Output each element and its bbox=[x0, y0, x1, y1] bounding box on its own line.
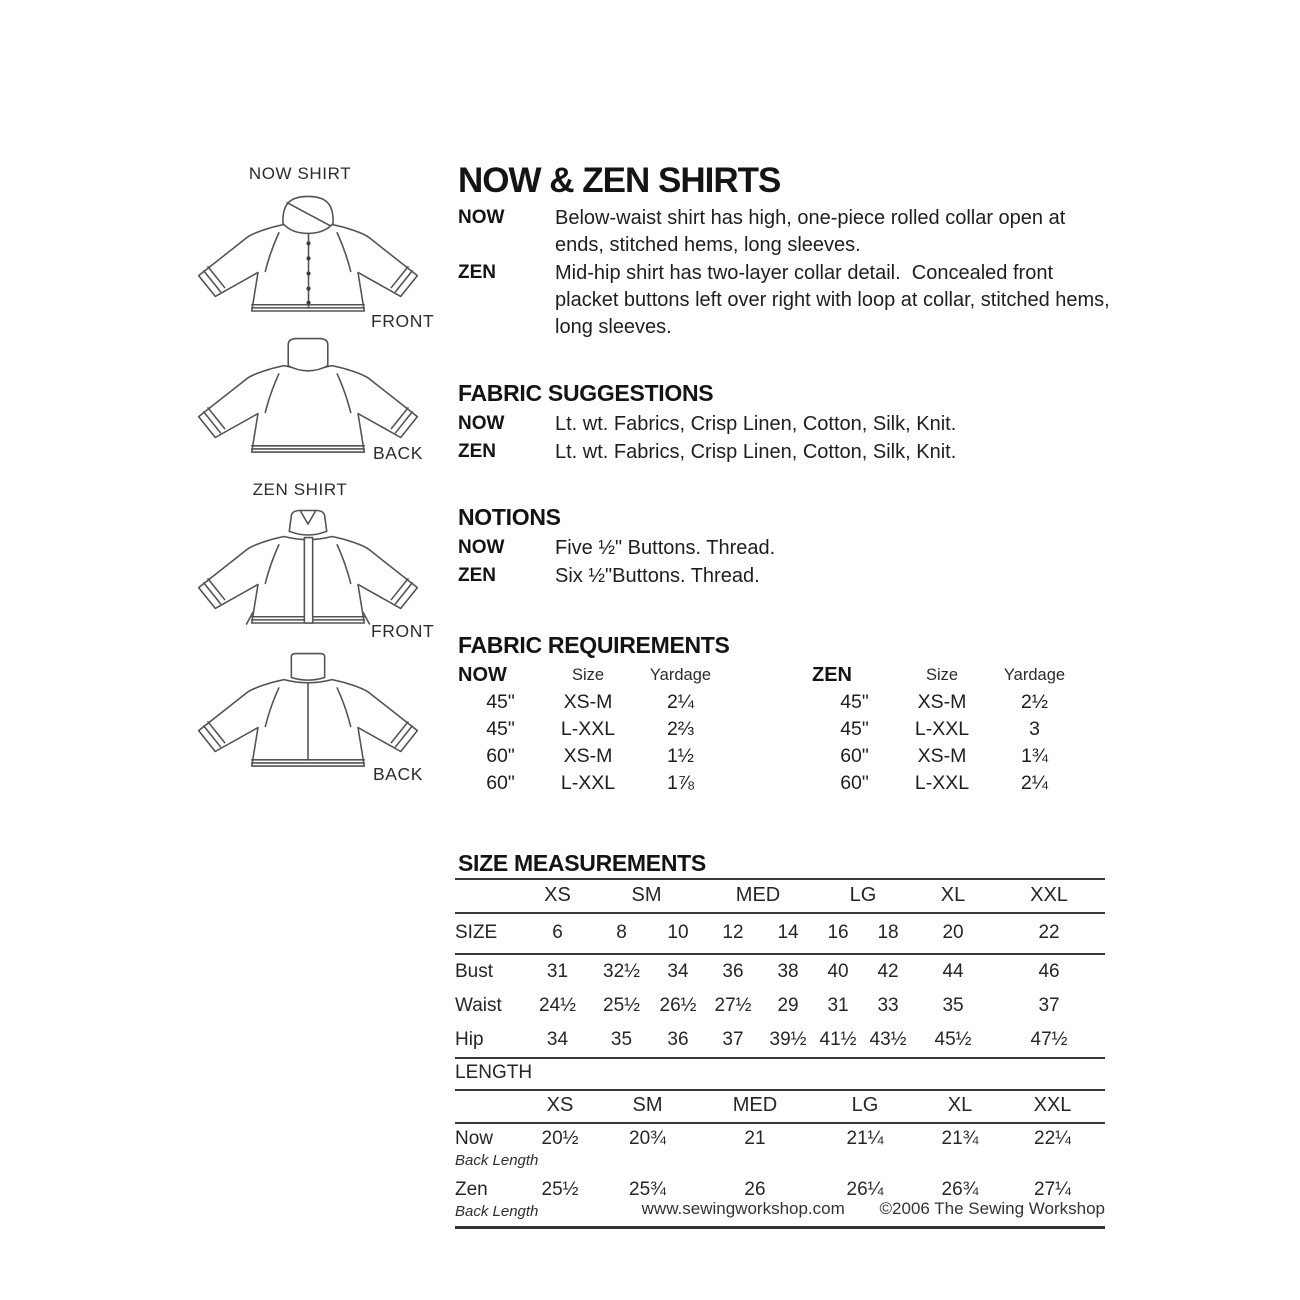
notions-zen-label: ZEN bbox=[458, 565, 496, 586]
cell: 45½ bbox=[934, 1029, 972, 1050]
fabric-suggestions-now-row bbox=[458, 411, 1110, 438]
cell: XS-M bbox=[563, 745, 613, 767]
cell: 60" bbox=[840, 745, 869, 767]
fr-now-size-header: Size bbox=[571, 666, 605, 684]
fr-now-yardage-header: Yardage bbox=[649, 666, 712, 684]
cell: 16 bbox=[813, 913, 863, 954]
row-label: Hip bbox=[455, 1029, 484, 1050]
table-row bbox=[458, 662, 728, 689]
cell: 14 bbox=[763, 913, 813, 954]
row-label: Zen bbox=[455, 1179, 488, 1200]
zen-description-text: Mid-hip shirt has two-layer collar detail. Concealed front placket buttons left over right with loop at collar, stitched hems, long sleeves. bbox=[555, 262, 1116, 339]
now-front-view-label: FRONT bbox=[371, 311, 435, 331]
fabric-requirements-heading: FABRIC REQUIREMENTS bbox=[458, 632, 730, 658]
cell: 36 bbox=[667, 1029, 689, 1050]
fabric-suggestions-zen-row bbox=[458, 439, 1110, 466]
cell: XS-M bbox=[917, 745, 967, 767]
cell: 35 bbox=[610, 1029, 633, 1050]
row-label: SIZE bbox=[455, 913, 525, 954]
cell: XXL bbox=[993, 879, 1105, 913]
cell: 26 bbox=[744, 1179, 766, 1200]
length-section-label: LENGTH bbox=[455, 1058, 1105, 1090]
cell: 29 bbox=[777, 995, 799, 1016]
cell: 24½ bbox=[539, 995, 576, 1016]
cell: 26¾ bbox=[941, 1179, 979, 1200]
cell: XS-M bbox=[563, 691, 613, 713]
notions-zen-text: Six ½"Buttons. Thread. bbox=[555, 565, 760, 587]
cell: 27½ bbox=[714, 995, 752, 1016]
cell: 6 bbox=[525, 913, 590, 954]
row-label: Waist bbox=[455, 995, 502, 1016]
size-measurements-heading: SIZE MEASUREMENTS bbox=[458, 850, 706, 876]
fabric-suggestions-zen-text: Lt. wt. Fabrics, Crisp Linen, Cotton, Silk, Knit. bbox=[555, 441, 957, 463]
cell: 2¼ bbox=[666, 691, 695, 713]
table-row bbox=[455, 1058, 1105, 1090]
cell: XS bbox=[525, 879, 590, 913]
cell: SM bbox=[595, 1090, 700, 1123]
cell: 34 bbox=[546, 1029, 569, 1050]
table-row bbox=[812, 689, 1082, 716]
table-row bbox=[458, 743, 728, 770]
table-row bbox=[455, 954, 1105, 989]
table-row bbox=[458, 716, 728, 743]
cell: 33 bbox=[877, 995, 899, 1016]
fabric-requirements-now-table bbox=[458, 662, 728, 797]
cell: 41½ bbox=[819, 1029, 857, 1050]
cell: L-XXL bbox=[560, 718, 616, 740]
cell: 1⅞ bbox=[666, 772, 695, 794]
now-description-label: NOW bbox=[458, 207, 505, 228]
cell: 45" bbox=[486, 691, 515, 713]
page-title: NOW & ZEN SHIRTS bbox=[458, 161, 781, 200]
fabric-requirements-zen-table bbox=[812, 662, 1082, 797]
cell: XS-M bbox=[917, 691, 967, 713]
cell: 2¼ bbox=[1020, 772, 1049, 794]
cell: 34 bbox=[667, 961, 689, 982]
cell bbox=[455, 1090, 525, 1123]
zen-back-view-label: BACK bbox=[373, 764, 424, 784]
notions-zen-row bbox=[458, 563, 1110, 590]
row-label: Bust bbox=[455, 961, 494, 982]
cell: 40 bbox=[827, 961, 849, 982]
cell: 35 bbox=[942, 995, 964, 1016]
cell: 25½ bbox=[603, 995, 640, 1016]
cell: 21¼ bbox=[846, 1128, 884, 1149]
cell: XL bbox=[913, 879, 993, 913]
table-row bbox=[455, 1123, 1105, 1151]
table-row bbox=[458, 770, 728, 797]
now-description-text: Below-waist shirt has high, one-piece rolled collar open at ends, stitched hems, long sleeves. bbox=[555, 207, 1071, 257]
table-row bbox=[455, 1151, 1105, 1175]
cell: 38 bbox=[777, 961, 799, 982]
footer-website: www.sewingworkshop.com bbox=[641, 1199, 845, 1218]
back-length-note: Back Length bbox=[455, 1203, 539, 1220]
cell: 60" bbox=[486, 772, 515, 794]
cell: 8 bbox=[590, 913, 653, 954]
cell: 25¾ bbox=[629, 1179, 666, 1200]
table-row bbox=[455, 989, 1105, 1023]
cell: MED bbox=[700, 1090, 810, 1123]
cell: XL bbox=[920, 1090, 1000, 1123]
cell: SM bbox=[590, 879, 703, 913]
zen-description-row bbox=[458, 260, 1116, 342]
table-row bbox=[455, 879, 1105, 913]
fr-zen-size-header: Size bbox=[925, 666, 959, 684]
cell: 2⅔ bbox=[666, 718, 695, 740]
cell: L-XXL bbox=[914, 772, 970, 794]
cell: 46 bbox=[1038, 961, 1060, 982]
cell: L-XXL bbox=[914, 718, 970, 740]
cell: 44 bbox=[942, 961, 964, 982]
notions-now-label: NOW bbox=[458, 537, 505, 558]
cell: LG bbox=[813, 879, 913, 913]
cell: 36 bbox=[722, 961, 744, 982]
cell: 1¾ bbox=[1020, 745, 1049, 767]
cell: 25½ bbox=[541, 1179, 579, 1200]
table-row bbox=[455, 1023, 1105, 1057]
notions-now-row bbox=[458, 535, 1110, 562]
zen-front-view-label: FRONT bbox=[371, 621, 435, 641]
cell: 45" bbox=[840, 718, 869, 740]
cell: 31 bbox=[827, 995, 849, 1016]
cell: 31 bbox=[546, 961, 569, 982]
notions-now-text: Five ½" Buttons. Thread. bbox=[555, 537, 776, 559]
now-shirt-label: NOW SHIRT bbox=[248, 164, 352, 183]
cell: 20½ bbox=[541, 1128, 579, 1149]
table-row bbox=[455, 1090, 1105, 1123]
cell: 60" bbox=[840, 772, 869, 794]
cell: 20¾ bbox=[629, 1128, 666, 1149]
fabric-suggestions-heading: FABRIC SUGGESTIONS bbox=[458, 380, 714, 406]
cell: 60" bbox=[486, 745, 515, 767]
table-row bbox=[812, 743, 1082, 770]
fr-now-name: NOW bbox=[458, 664, 507, 686]
cell: 1½ bbox=[666, 745, 695, 767]
cell: 47½ bbox=[1030, 1029, 1068, 1050]
notions-heading: NOTIONS bbox=[458, 504, 561, 530]
cell bbox=[455, 879, 525, 913]
cell: 2½ bbox=[1020, 691, 1049, 713]
table-row bbox=[455, 1175, 1105, 1202]
back-length-note: Back Length bbox=[455, 1152, 539, 1169]
cell: 43½ bbox=[869, 1029, 907, 1050]
row-label: Now bbox=[455, 1128, 494, 1149]
footer-copyright: ©2006 The Sewing Workshop bbox=[879, 1199, 1105, 1218]
zen-description-label: ZEN bbox=[458, 262, 496, 283]
cell: XXL bbox=[1000, 1090, 1105, 1123]
table-row bbox=[812, 716, 1082, 743]
cell: L-XXL bbox=[560, 772, 616, 794]
cell: 32½ bbox=[603, 961, 640, 982]
cell: 45" bbox=[486, 718, 515, 740]
size-measurements-section bbox=[455, 878, 1105, 1229]
fr-zen-yardage-header: Yardage bbox=[1003, 666, 1066, 684]
cell: 21 bbox=[744, 1128, 766, 1149]
cell: 42 bbox=[877, 961, 899, 982]
cell: LG bbox=[810, 1090, 920, 1123]
cell: 3 bbox=[1029, 718, 1040, 740]
size-measurements-table bbox=[455, 878, 1105, 1057]
fr-zen-name: ZEN bbox=[812, 664, 852, 686]
cell: MED bbox=[703, 879, 813, 913]
cell: 37 bbox=[722, 1029, 744, 1050]
cell: 12 bbox=[703, 913, 763, 954]
cell: 21¾ bbox=[941, 1128, 979, 1149]
cell: 20 bbox=[913, 913, 993, 954]
cell: XS bbox=[525, 1090, 595, 1123]
now-back-view-label: BACK bbox=[373, 443, 424, 463]
fabric-suggestions-now-text: Lt. wt. Fabrics, Crisp Linen, Cotton, Silk, Knit. bbox=[555, 413, 957, 435]
cell: 39½ bbox=[769, 1029, 807, 1050]
table-row bbox=[455, 913, 1105, 954]
table-row bbox=[812, 770, 1082, 797]
cell: 45" bbox=[840, 691, 869, 713]
zen-shirt-back-illustration bbox=[183, 645, 433, 783]
cell: 26¼ bbox=[846, 1179, 884, 1200]
cell: 18 bbox=[863, 913, 913, 954]
cell: 37 bbox=[1038, 995, 1060, 1016]
fabric-suggestions-zen-label: ZEN bbox=[458, 441, 496, 462]
cell: 22¼ bbox=[1034, 1128, 1072, 1149]
cell: 10 bbox=[653, 913, 703, 954]
zen-shirt-label: ZEN SHIRT bbox=[252, 480, 348, 499]
cell: 26½ bbox=[659, 995, 697, 1016]
fabric-suggestions-now-label: NOW bbox=[458, 413, 505, 434]
cell: 22 bbox=[993, 913, 1105, 954]
table-row bbox=[812, 662, 1082, 689]
now-description-row bbox=[458, 205, 1110, 259]
cell: 27¼ bbox=[1034, 1179, 1072, 1200]
table-row bbox=[458, 689, 728, 716]
footer bbox=[455, 1199, 1105, 1219]
